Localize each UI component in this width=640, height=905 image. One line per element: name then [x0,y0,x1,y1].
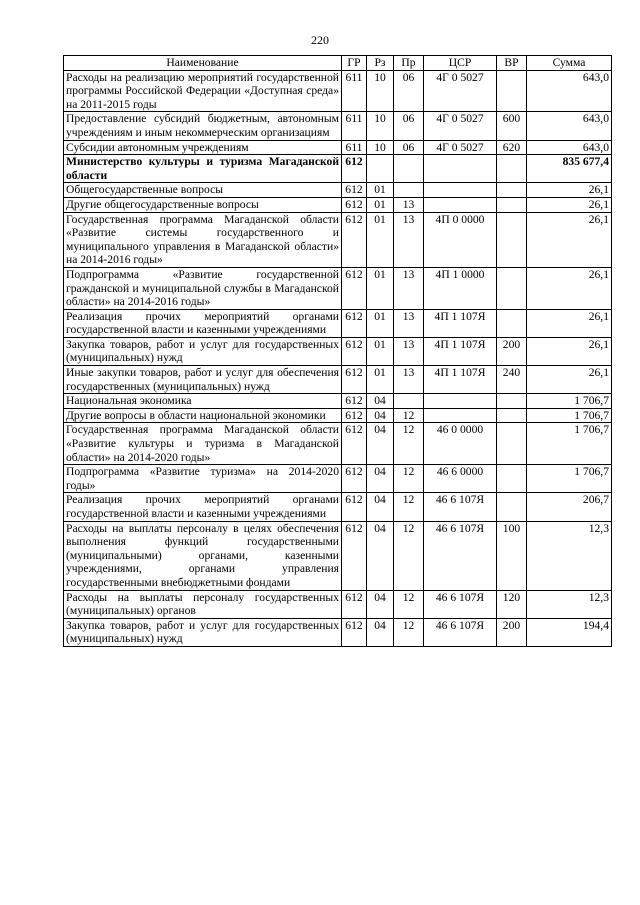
cell-vr [497,70,527,112]
cell-pr: 12 [394,493,424,521]
cell-sum: 12,3 [527,590,612,618]
cell-rz: 04 [367,423,394,465]
cell-rz: 01 [367,337,394,365]
cell-gr: 612 [342,394,367,409]
cell-vr [497,394,527,409]
cell-gr: 612 [342,267,367,309]
table-row [64,394,612,409]
cell-sum: 194,4 [527,618,612,646]
cell-pr [394,183,424,198]
cell-gr: 612 [342,465,367,493]
cell-pr: 13 [394,212,424,267]
cell-rz: 01 [367,197,394,212]
cell-gr: 612 [342,197,367,212]
table-row [64,423,612,465]
cell-pr: 06 [394,140,424,155]
cell-name: Закупка товаров, работ и услуг для государственных (муниципальных) нужд [64,618,342,646]
cell-sum: 206,7 [527,493,612,521]
column-header-pr: Пр [394,56,424,71]
cell-sum: 26,1 [527,309,612,337]
cell-pr [394,155,424,183]
cell-csr: 4Г 0 5027 [424,140,497,155]
cell-rz [367,155,394,183]
cell-pr: 06 [394,112,424,140]
cell-sum: 26,1 [527,183,612,198]
cell-name: Реализация прочих мероприятий органами государственной власти и казенными учреждениями [64,493,342,521]
cell-csr: 4Г 0 5027 [424,70,497,112]
cell-sum: 26,1 [527,212,612,267]
cell-csr: 4Г 0 5027 [424,112,497,140]
cell-sum: 1 706,7 [527,394,612,409]
cell-gr: 611 [342,70,367,112]
cell-csr: 4П 1 107Я [424,309,497,337]
cell-rz: 01 [367,366,394,394]
cell-rz: 04 [367,590,394,618]
cell-name: Подпрограмма «Развитие туризма» на 2014-2020 годы» [64,465,342,493]
cell-gr: 612 [342,155,367,183]
cell-csr: 46 6 107Я [424,493,497,521]
table-row [64,521,612,590]
cell-csr: 46 6 107Я [424,618,497,646]
cell-name: Расходы на выплаты персоналу в целях обеспечения выполнения функций государственными (муниципальными) органами, казенными учреждениями, органами управления государственными внебюджетными фондами [64,521,342,590]
cell-gr: 611 [342,112,367,140]
table-row [64,309,612,337]
cell-rz: 04 [367,394,394,409]
cell-pr: 13 [394,197,424,212]
cell-rz: 01 [367,183,394,198]
header-row [64,56,612,71]
cell-vr [497,423,527,465]
cell-vr [497,465,527,493]
cell-csr [424,394,497,409]
table-body [64,70,612,646]
cell-pr: 12 [394,465,424,493]
cell-pr: 06 [394,70,424,112]
table-row [64,465,612,493]
cell-vr [497,212,527,267]
cell-rz: 04 [367,521,394,590]
cell-sum: 26,1 [527,366,612,394]
cell-vr: 120 [497,590,527,618]
cell-vr [497,197,527,212]
cell-vr: 600 [497,112,527,140]
cell-rz: 01 [367,267,394,309]
table-row [64,112,612,140]
table-row [64,408,612,423]
cell-csr: 46 6 0000 [424,465,497,493]
page-number: 220 [311,33,329,47]
cell-csr: 46 6 107Я [424,590,497,618]
cell-csr [424,155,497,183]
cell-csr: 4П 1 0000 [424,267,497,309]
cell-gr: 612 [342,366,367,394]
cell-sum: 1 706,7 [527,465,612,493]
column-header-gr: ГР [342,56,367,71]
cell-gr: 612 [342,493,367,521]
cell-name: Расходы на выплаты персоналу государственных (муниципальных) органов [64,590,342,618]
cell-name: Иные закупки товаров, работ и услуг для обеспечения государственных (муниципальных) нужд [64,366,342,394]
cell-rz: 10 [367,112,394,140]
cell-name: Другие вопросы в области национальной экономики [64,408,342,423]
cell-gr: 612 [342,408,367,423]
cell-rz: 01 [367,309,394,337]
cell-rz: 10 [367,140,394,155]
cell-sum: 26,1 [527,337,612,365]
cell-name: Государственная программа Магаданской области «Развитие системы государственного и муниципального управления в Магаданской области» на 2014-2016 годы» [64,212,342,267]
cell-name: Общегосударственные вопросы [64,183,342,198]
cell-name: Государственная программа Магаданской области «Развитие культуры и туризма в Магаданской области» на 2014-2020 годы» [64,423,342,465]
cell-gr: 611 [342,140,367,155]
cell-rz: 04 [367,618,394,646]
cell-pr: 12 [394,521,424,590]
cell-rz: 04 [367,465,394,493]
cell-name: Министерство культуры и туризма Магаданской области [64,155,342,183]
cell-gr: 612 [342,337,367,365]
cell-pr: 12 [394,590,424,618]
cell-vr [497,309,527,337]
cell-pr: 12 [394,408,424,423]
table-row [64,212,612,267]
cell-gr: 612 [342,590,367,618]
cell-gr: 612 [342,521,367,590]
cell-name: Реализация прочих мероприятий органами государственной власти и казенными учреждениями [64,309,342,337]
table-row [64,590,612,618]
cell-gr: 612 [342,618,367,646]
budget-table [63,55,612,647]
cell-vr: 100 [497,521,527,590]
cell-gr: 612 [342,183,367,198]
cell-rz: 04 [367,408,394,423]
cell-name: Закупка товаров, работ и услуг для государственных (муниципальных) нужд [64,337,342,365]
cell-gr: 612 [342,423,367,465]
cell-vr [497,267,527,309]
cell-vr [497,183,527,198]
cell-sum: 26,1 [527,267,612,309]
cell-sum: 643,0 [527,140,612,155]
cell-sum: 26,1 [527,197,612,212]
column-header-vr: ВР [497,56,527,71]
cell-pr: 13 [394,309,424,337]
cell-gr: 612 [342,309,367,337]
cell-name: Субсидии автономным учреждениям [64,140,342,155]
cell-sum: 835 677,4 [527,155,612,183]
cell-pr: 12 [394,618,424,646]
cell-vr [497,408,527,423]
cell-pr: 13 [394,366,424,394]
table-row [64,70,612,112]
table-row [64,183,612,198]
cell-csr [424,197,497,212]
cell-sum: 643,0 [527,112,612,140]
table-row [64,366,612,394]
cell-csr: 46 0 0000 [424,423,497,465]
cell-pr: 12 [394,423,424,465]
column-header-rz: Рз [367,56,394,71]
cell-name: Национальная экономика [64,394,342,409]
cell-csr: 4П 1 107Я [424,366,497,394]
cell-sum: 1 706,7 [527,408,612,423]
cell-csr: 4П 0 0000 [424,212,497,267]
cell-sum: 1 706,7 [527,423,612,465]
cell-pr [394,394,424,409]
table-row [64,618,612,646]
table-row [64,337,612,365]
cell-vr: 200 [497,618,527,646]
cell-csr: 4П 1 107Я [424,337,497,365]
cell-rz: 04 [367,493,394,521]
cell-name: Предоставление субсидий бюджетным, автономным учреждениям и иным некоммерческим организациям [64,112,342,140]
cell-csr: 46 6 107Я [424,521,497,590]
table-row [64,493,612,521]
cell-sum: 643,0 [527,70,612,112]
cell-rz: 01 [367,212,394,267]
table-row [64,140,612,155]
cell-vr [497,155,527,183]
cell-pr: 13 [394,267,424,309]
table-row [64,197,612,212]
cell-pr: 13 [394,337,424,365]
cell-sum: 12,3 [527,521,612,590]
column-header-csr: ЦСР [424,56,497,71]
cell-vr [497,493,527,521]
cell-vr: 200 [497,337,527,365]
cell-name: Другие общегосударственные вопросы [64,197,342,212]
cell-name: Подпрограмма «Развитие государственной гражданской и муниципальной службы в Магаданской области» на 2014-2016 годы» [64,267,342,309]
cell-csr [424,183,497,198]
cell-rz: 10 [367,70,394,112]
cell-vr: 620 [497,140,527,155]
cell-vr: 240 [497,366,527,394]
table-row [64,267,612,309]
cell-name: Расходы на реализацию мероприятий государственной программы Российской Федерации «Доступная среда» на 2011-2015 годы [64,70,342,112]
cell-gr: 612 [342,212,367,267]
column-header-name: Наименование [64,56,342,71]
cell-csr [424,408,497,423]
column-header-sum: Сумма [527,56,612,71]
table-row [64,155,612,183]
